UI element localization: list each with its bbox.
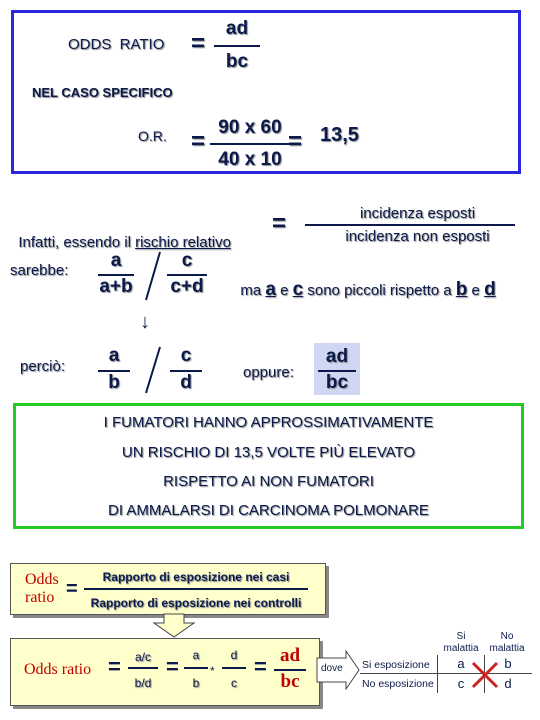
equals-sign: = (272, 210, 287, 237)
down-arrow-icon: ↓ (140, 311, 150, 333)
note-a: a (265, 279, 276, 300)
note-e: e (275, 282, 293, 299)
equals-sign: = (191, 30, 206, 57)
cell-b: b (504, 656, 512, 671)
multiply-star: * (210, 664, 215, 678)
fraction-numerator: d (230, 648, 238, 662)
fraction-numerator: ad (279, 645, 301, 666)
exposure-controls: Rapporto di esposizione nei controlli (90, 596, 302, 610)
note-c: c (292, 279, 304, 300)
conclusion-line: DI AMMALARSI DI CARCINOMA POLMONARE (108, 502, 429, 519)
exposure-cases: Rapporto di esposizione nei casi (102, 570, 290, 584)
odds-ratio-word: Odds ratio (24, 661, 92, 678)
conclusion-line: UN RISCHIO DI 13,5 VOLTE PIÙ ELEVATO (121, 444, 416, 461)
fraction-denominator: bc (325, 372, 349, 393)
divide-slash (142, 345, 164, 395)
percio-label: perciò: (20, 358, 66, 375)
equals-sign: = (66, 578, 78, 600)
equals-sign: = (288, 128, 303, 155)
incidence-numerator: incidenza esposti (359, 205, 476, 222)
fraction-numerator: c (181, 250, 193, 271)
fraction-denominator: b (192, 676, 200, 690)
conclusion-line: I FUMATORI HANNO APPROSSIMATIVAMENTE (103, 414, 434, 431)
fraction-numerator: a/c (134, 650, 151, 664)
result-value: 13,5 (320, 124, 359, 146)
note-ma: ma (240, 282, 266, 299)
case-label: NEL CASO SPECIFICO (32, 85, 173, 100)
fraction-denominator: b/d (134, 676, 152, 690)
fraction-denominator: c+d (170, 276, 204, 297)
fraction-denominator: a+b (99, 276, 133, 297)
fraction-numerator: 90 x 60 (218, 117, 282, 138)
note-b: b (455, 279, 468, 300)
fraction-denominator: c (231, 676, 237, 690)
down-arrow-icon (152, 613, 196, 639)
table-row-separator (360, 673, 532, 674)
fraction-numerator: a (192, 648, 200, 662)
fraction-numerator: ad (225, 18, 249, 39)
fraction-denominator: 40 x 10 (218, 149, 282, 170)
incidence-denominator: incidenza non esposti (345, 228, 490, 245)
equals-sign: = (108, 654, 121, 679)
fraction-bar (214, 45, 260, 47)
fraction-numerator: a (110, 250, 122, 271)
conclusion-line: RISPETTO AI NON FUMATORI (163, 473, 374, 490)
relative-risk-link: rischio relativo (135, 234, 231, 251)
or-label: O.R. (138, 128, 167, 144)
fraction-bar (84, 588, 308, 590)
cell-d: d (504, 676, 512, 691)
oppure-label: oppure: (243, 364, 294, 381)
column-header-no-line1: No (500, 631, 514, 642)
cross-multiply-icon (470, 660, 500, 690)
dove-label: dove (321, 663, 343, 674)
relative-risk-prefix: Infatti, essendo il (18, 234, 136, 251)
column-header-si-line1: Si (456, 631, 466, 642)
fraction-numerator: c (180, 345, 192, 366)
odds-ratio-label: ODDS RATIO (68, 36, 165, 53)
column-header-si-line2: malattia (443, 643, 479, 654)
fraction-bar (128, 667, 158, 669)
column-header-no (482, 631, 532, 655)
note-e: e (467, 282, 485, 299)
fraction-bar (184, 667, 208, 669)
column-header-no-line2: malattia (489, 643, 525, 654)
divide-slash (142, 250, 164, 302)
fraction-bar (222, 667, 246, 669)
fraction-denominator: bc (280, 671, 300, 692)
odds-word: Odds (25, 571, 59, 588)
fraction-bar (305, 224, 515, 226)
fraction-numerator: a (108, 345, 120, 366)
relative-risk-text (10, 217, 231, 251)
equals-sign: = (166, 654, 179, 679)
cell-a: a (457, 656, 465, 671)
equals-sign: = (254, 654, 267, 679)
fraction-numerator: ad (325, 346, 349, 367)
row-label-no-esposizione: No esposizione (362, 678, 434, 690)
fraction-bar (210, 143, 290, 145)
ratio-word: ratio (25, 589, 55, 606)
note-d: d (484, 279, 496, 300)
note-rest: sono piccoli rispetto a (303, 282, 456, 299)
fraction-denominator: d (180, 372, 192, 393)
row-label-si-esposizione: Si esposizione (362, 659, 430, 671)
small-values-note (232, 262, 496, 301)
fraction-denominator: bc (225, 51, 249, 72)
column-header-si (436, 631, 486, 655)
equals-sign: = (191, 128, 206, 155)
cell-c: c (457, 676, 465, 691)
sarebbe-label: sarebbe: (10, 262, 69, 279)
fraction-denominator: b (108, 372, 120, 393)
